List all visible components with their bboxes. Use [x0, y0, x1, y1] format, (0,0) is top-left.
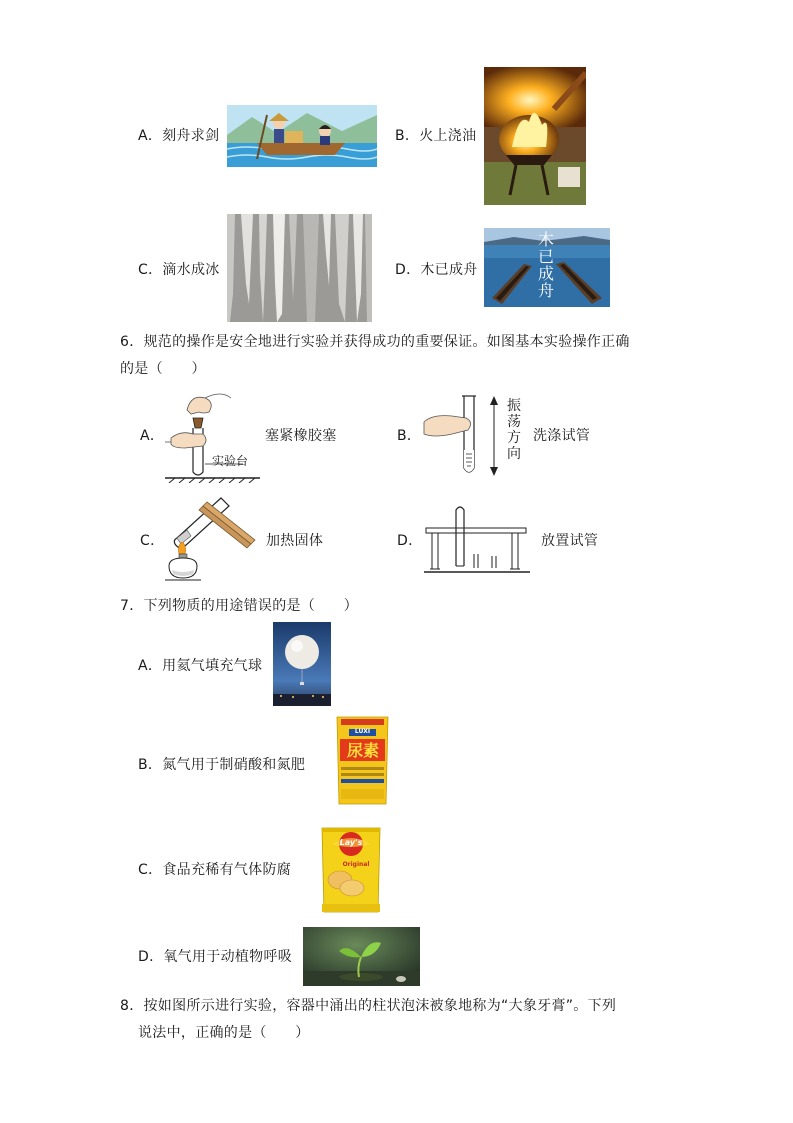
balloon-image — [273, 622, 331, 706]
q7-stem: 7．下列物质的用途错误的是（ ） — [120, 598, 359, 614]
shake-direction-char: 向 — [507, 446, 521, 462]
q6-option-b-letter: B． — [397, 428, 422, 444]
shake-direction-char: 方 — [507, 430, 521, 446]
chips-brand-text: Lay's — [339, 838, 363, 847]
q7-option-c-label: C．食品充稀有气体防腐 — [138, 862, 292, 878]
fire-image — [484, 67, 586, 205]
q6-option-a-caption: 塞紧橡胶塞 — [265, 428, 337, 444]
q5-option-a-label: A．刻舟求剑 — [138, 128, 220, 144]
wash-tube-figure — [422, 392, 504, 477]
shake-direction-char: 振 — [507, 398, 521, 414]
q6-stem-line2: 的是（ ） — [120, 361, 206, 377]
lab-bench-label: 实验台 — [212, 454, 249, 468]
overlay-char: 已 — [537, 247, 554, 266]
q5-option-d-label: D．木已成舟 — [395, 262, 478, 278]
heat-solid-figure — [163, 492, 258, 584]
q7-option-b-label: B．氮气用于制硝酸和氮肥 — [138, 757, 306, 773]
q8-stem-line2: 说法中，正确的是（ ） — [138, 1025, 310, 1041]
q8-stem-line1: 8．按如图所示进行实验，容器中涌出的柱状泡沫被象地称为“大象牙膏”。下列 — [120, 998, 617, 1014]
chips-flavor-text: Original — [342, 861, 370, 868]
q6-option-c-letter: C． — [140, 533, 165, 549]
overlay-char: 成 — [537, 264, 554, 283]
q7-option-d-label: D．氧气用于动植物呼吸 — [138, 949, 293, 965]
q5-option-b-label: B．火上浇油 — [395, 128, 477, 144]
overlay-char: 舟 — [537, 281, 554, 300]
q7-option-a-label: A．用氦气填充气球 — [138, 658, 263, 674]
q6-option-d-caption: 放置试管 — [541, 533, 599, 549]
q5-option-c-label: C．滴水成冰 — [138, 262, 220, 278]
boat-cartoon-image — [227, 105, 377, 167]
icicles-image — [227, 214, 372, 322]
test-tube-rack-figure — [420, 502, 533, 574]
boat-image-overlay-text — [536, 231, 556, 299]
q6-option-b-caption: 洗涤试管 — [533, 428, 591, 444]
q6-stem-line1: 6．规范的操作是安全地进行实验并获得成功的重要保证。如图基本实验操作正确 — [120, 334, 630, 350]
seedling-image — [303, 927, 420, 986]
q6-option-a-letter: A． — [140, 428, 165, 444]
shake-direction-label — [504, 398, 524, 462]
urea-product-text: 尿素 — [346, 741, 379, 760]
shake-direction-char: 荡 — [507, 414, 521, 430]
q6-option-c-caption: 加热固体 — [266, 533, 324, 549]
urea-brand-text: LUXI — [354, 728, 371, 735]
overlay-char: 木 — [537, 230, 554, 249]
q6-option-d-letter: D． — [397, 533, 423, 549]
